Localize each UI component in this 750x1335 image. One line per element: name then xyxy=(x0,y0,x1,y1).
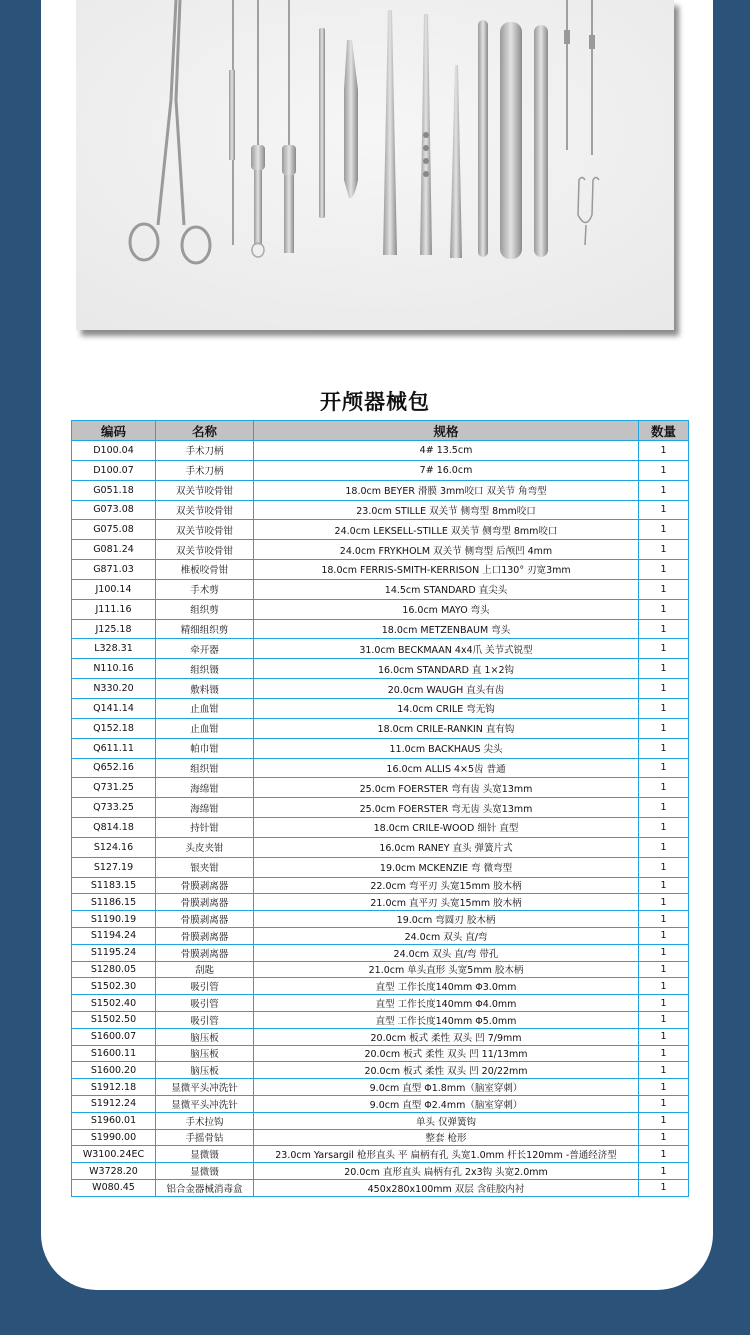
cell-name: 手术刀柄 xyxy=(156,441,254,461)
cell-code: S1912.18 xyxy=(72,1079,156,1096)
table-row xyxy=(72,837,689,857)
cell-name: 手摇骨钻 xyxy=(156,1129,254,1146)
cell-name: 铝合金器械消毒盒 xyxy=(156,1179,254,1196)
cell-qty: 1 xyxy=(639,738,689,758)
table-row xyxy=(72,944,689,961)
cell-code: S1190.19 xyxy=(72,911,156,928)
cell-code: J111.16 xyxy=(72,599,156,619)
cell-spec: 450x280x100mm 双层 含硅胶内衬 xyxy=(254,1179,639,1196)
table-row xyxy=(72,718,689,738)
table-row xyxy=(72,441,689,461)
cell-spec: 直型 工作长度140mm Φ3.0mm xyxy=(254,978,639,995)
cell-qty: 1 xyxy=(639,560,689,580)
cell-qty: 1 xyxy=(639,1179,689,1196)
cell-spec: 18.0cm FERRIS-SMITH-KERRISON 上口130° 刃宽3mm xyxy=(254,560,639,580)
cell-code: S1502.40 xyxy=(72,995,156,1012)
cell-code: G051.18 xyxy=(72,480,156,500)
instruments-photo xyxy=(76,0,674,330)
cell-name: 显微平头冲洗针 xyxy=(156,1079,254,1096)
cell-code: Q731.25 xyxy=(72,778,156,798)
cell-spec: 21.0cm 直平刃 头宽15mm 胶木柄 xyxy=(254,894,639,911)
cell-spec: 24.0cm LEKSELL-STILLE 双关节 侧弯型 8mm咬口 xyxy=(254,520,639,540)
cell-qty: 1 xyxy=(639,758,689,778)
table-row xyxy=(72,679,689,699)
table-header-row xyxy=(72,421,689,441)
page-title: 开颅器械包 xyxy=(320,390,430,414)
cell-code: S1186.15 xyxy=(72,894,156,911)
cell-name: 骨膜剥离器 xyxy=(156,894,254,911)
cell-code: W080.45 xyxy=(72,1179,156,1196)
table-row xyxy=(72,619,689,639)
cell-qty: 1 xyxy=(639,480,689,500)
table-row xyxy=(72,698,689,718)
cell-spec: 19.0cm MCKENZIE 弯 微弯型 xyxy=(254,857,639,877)
cell-qty: 1 xyxy=(639,1062,689,1079)
cell-name: 双关节咬骨钳 xyxy=(156,520,254,540)
cell-code: Q611.11 xyxy=(72,738,156,758)
cell-spec: 22.0cm 弯平刃 头宽15mm 胶木柄 xyxy=(254,877,639,894)
cell-name: 刮匙 xyxy=(156,961,254,978)
cell-spec: 18.0cm METZENBAUM 弯头 xyxy=(254,619,639,639)
header-name: 名称 xyxy=(156,421,254,441)
table-row xyxy=(72,639,689,659)
cell-name: 组织钳 xyxy=(156,758,254,778)
table-row xyxy=(72,1163,689,1180)
cell-spec: 7# 16.0cm xyxy=(254,460,639,480)
table-row xyxy=(72,1129,689,1146)
cell-code: Q152.18 xyxy=(72,718,156,738)
cell-spec: 18.0cm BEYER 滑膜 3mm咬口 双关节 角弯型 xyxy=(254,480,639,500)
cell-spec: 4# 13.5cm xyxy=(254,441,639,461)
cell-name: 显微镊 xyxy=(156,1146,254,1163)
cell-qty: 1 xyxy=(639,1011,689,1028)
cell-name: 牵开器 xyxy=(156,639,254,659)
cell-qty: 1 xyxy=(639,961,689,978)
cell-spec: 23.0cm STILLE 双关节 侧弯型 8mm咬口 xyxy=(254,500,639,520)
cell-qty: 1 xyxy=(639,1112,689,1129)
table-row xyxy=(72,1079,689,1096)
cell-name: 持针钳 xyxy=(156,818,254,838)
cell-code: J100.14 xyxy=(72,579,156,599)
cell-spec: 24.0cm FRYKHOLM 双关节 侧弯型 后颅凹 4mm xyxy=(254,540,639,560)
cell-name: 骨膜剥离器 xyxy=(156,944,254,961)
table-row xyxy=(72,978,689,995)
cell-name: 吸引管 xyxy=(156,1011,254,1028)
cell-name: 双关节咬骨钳 xyxy=(156,540,254,560)
cell-code: Q814.18 xyxy=(72,818,156,838)
table-row xyxy=(72,995,689,1012)
cell-code: G081.24 xyxy=(72,540,156,560)
cell-code: Q652.16 xyxy=(72,758,156,778)
cell-name: 止血钳 xyxy=(156,718,254,738)
cell-name: 双关节咬骨钳 xyxy=(156,500,254,520)
cell-name: 头皮夹钳 xyxy=(156,837,254,857)
cell-spec: 16.0cm MAYO 弯头 xyxy=(254,599,639,619)
cell-code: S1183.15 xyxy=(72,877,156,894)
table-row xyxy=(72,798,689,818)
table-row xyxy=(72,1146,689,1163)
cell-qty: 1 xyxy=(639,460,689,480)
cell-name: 脑压板 xyxy=(156,1028,254,1045)
table-row xyxy=(72,480,689,500)
cell-spec: 24.0cm 双头 直/弯 xyxy=(254,927,639,944)
cell-code: S1502.30 xyxy=(72,978,156,995)
cell-spec: 21.0cm 单头直形 头宽5mm 胶木柄 xyxy=(254,961,639,978)
cell-spec: 14.0cm CRILE 弯无钩 xyxy=(254,698,639,718)
cell-code: N110.16 xyxy=(72,659,156,679)
cell-spec: 24.0cm 双头 直/弯 带孔 xyxy=(254,944,639,961)
table-row xyxy=(72,961,689,978)
cell-name: 组织镊 xyxy=(156,659,254,679)
table-row xyxy=(72,460,689,480)
cell-code: S1600.07 xyxy=(72,1028,156,1045)
table-row xyxy=(72,857,689,877)
cell-spec: 单头 仅弹簧钩 xyxy=(254,1112,639,1129)
cell-qty: 1 xyxy=(639,639,689,659)
cell-code: D100.04 xyxy=(72,441,156,461)
cell-qty: 1 xyxy=(639,857,689,877)
header-code: 编码 xyxy=(72,421,156,441)
cell-spec: 9.0cm 直型 Φ1.8mm（脑室穿刺） xyxy=(254,1079,639,1096)
cell-name: 手术刀柄 xyxy=(156,460,254,480)
cell-spec: 16.0cm STANDARD 直 1×2钩 xyxy=(254,659,639,679)
cell-qty: 1 xyxy=(639,995,689,1012)
cell-code: N330.20 xyxy=(72,679,156,699)
table-row xyxy=(72,758,689,778)
cell-name: 椎板咬骨钳 xyxy=(156,560,254,580)
cell-spec: 16.0cm RANEY 直头 弹簧片式 xyxy=(254,837,639,857)
table-row xyxy=(72,738,689,758)
cell-code: S1195.24 xyxy=(72,944,156,961)
cell-name: 显微平头冲洗针 xyxy=(156,1095,254,1112)
cell-qty: 1 xyxy=(639,520,689,540)
table-body xyxy=(72,441,689,1197)
cell-spec: 14.5cm STANDARD 直尖头 xyxy=(254,579,639,599)
cell-spec: 9.0cm 直型 Φ2.4mm（脑室穿刺） xyxy=(254,1095,639,1112)
cell-code: S1280.05 xyxy=(72,961,156,978)
cell-name: 组织剪 xyxy=(156,599,254,619)
cell-code: S1600.11 xyxy=(72,1045,156,1062)
cell-name: 双关节咬骨钳 xyxy=(156,480,254,500)
cell-qty: 1 xyxy=(639,944,689,961)
cell-spec: 18.0cm CRILE-RANKIN 直有钩 xyxy=(254,718,639,738)
cell-name: 脑压板 xyxy=(156,1062,254,1079)
cell-code: W3728.20 xyxy=(72,1163,156,1180)
cell-qty: 1 xyxy=(639,877,689,894)
cell-qty: 1 xyxy=(639,1079,689,1096)
cell-qty: 1 xyxy=(639,1028,689,1045)
cell-qty: 1 xyxy=(639,1095,689,1112)
cell-spec: 16.0cm ALLIS 4×5齿 普通 xyxy=(254,758,639,778)
cell-spec: 25.0cm FOERSTER 弯无齿 头宽13mm xyxy=(254,798,639,818)
cell-code: Q141.14 xyxy=(72,698,156,718)
cell-spec: 直型 工作长度140mm Φ5.0mm xyxy=(254,1011,639,1028)
cell-qty: 1 xyxy=(639,679,689,699)
table-row xyxy=(72,877,689,894)
cell-qty: 1 xyxy=(639,1146,689,1163)
cell-code: Q733.25 xyxy=(72,798,156,818)
table-row xyxy=(72,1028,689,1045)
table-row xyxy=(72,540,689,560)
cell-qty: 1 xyxy=(639,619,689,639)
table-row xyxy=(72,1062,689,1079)
cell-qty: 1 xyxy=(639,837,689,857)
cell-qty: 1 xyxy=(639,778,689,798)
cell-code: D100.07 xyxy=(72,460,156,480)
cell-code: S1960.01 xyxy=(72,1112,156,1129)
cell-name: 骨膜剥离器 xyxy=(156,927,254,944)
instrument-spec-table xyxy=(71,420,689,1197)
cell-qty: 1 xyxy=(639,579,689,599)
cell-code: S1990.00 xyxy=(72,1129,156,1146)
cell-name: 帕巾钳 xyxy=(156,738,254,758)
table-row xyxy=(72,894,689,911)
cell-code: J125.18 xyxy=(72,619,156,639)
cell-code: S1502.50 xyxy=(72,1011,156,1028)
cell-code: G073.08 xyxy=(72,500,156,520)
cell-name: 敷料镊 xyxy=(156,679,254,699)
table-row xyxy=(72,599,689,619)
table-row xyxy=(72,579,689,599)
cell-qty: 1 xyxy=(639,978,689,995)
cell-qty: 1 xyxy=(639,1045,689,1062)
cell-name: 显微镊 xyxy=(156,1163,254,1180)
cell-name: 海绵钳 xyxy=(156,798,254,818)
cell-qty: 1 xyxy=(639,540,689,560)
cell-qty: 1 xyxy=(639,894,689,911)
cell-name: 银夹钳 xyxy=(156,857,254,877)
cell-spec: 20.0cm WAUGH 直头有齿 xyxy=(254,679,639,699)
cell-spec: 20.0cm 直形直头 扁柄有孔 2x3钩 头宽2.0mm xyxy=(254,1163,639,1180)
cell-spec: 18.0cm CRILE-WOOD 细针 直型 xyxy=(254,818,639,838)
table-row xyxy=(72,1011,689,1028)
cell-qty: 1 xyxy=(639,1163,689,1180)
cell-qty: 1 xyxy=(639,698,689,718)
cell-name: 骨膜剥离器 xyxy=(156,877,254,894)
table-row xyxy=(72,1045,689,1062)
cell-name: 海绵钳 xyxy=(156,778,254,798)
cell-spec: 31.0cm BECKMAAN 4x4爪 关节式锐型 xyxy=(254,639,639,659)
cell-qty: 1 xyxy=(639,1129,689,1146)
cell-qty: 1 xyxy=(639,818,689,838)
table-row xyxy=(72,1179,689,1196)
table-row xyxy=(72,659,689,679)
cell-qty: 1 xyxy=(639,659,689,679)
cell-qty: 1 xyxy=(639,911,689,928)
cell-qty: 1 xyxy=(639,500,689,520)
table-row xyxy=(72,500,689,520)
cell-spec: 25.0cm FOERSTER 弯有齿 头宽13mm xyxy=(254,778,639,798)
cell-code: L328.31 xyxy=(72,639,156,659)
cell-code: S124.16 xyxy=(72,837,156,857)
cell-code: G871.03 xyxy=(72,560,156,580)
table-row xyxy=(72,927,689,944)
cell-name: 手术拉钩 xyxy=(156,1112,254,1129)
cell-qty: 1 xyxy=(639,441,689,461)
cell-spec: 20.0cm 板式 柔性 双头 凹 11/13mm xyxy=(254,1045,639,1062)
cell-qty: 1 xyxy=(639,798,689,818)
cell-qty: 1 xyxy=(639,718,689,738)
cell-spec: 整套 枪形 xyxy=(254,1129,639,1146)
cell-qty: 1 xyxy=(639,599,689,619)
table-row xyxy=(72,818,689,838)
cell-code: G075.08 xyxy=(72,520,156,540)
header-qty: 数量 xyxy=(639,421,689,441)
cell-code: S127.19 xyxy=(72,857,156,877)
cell-name: 骨膜剥离器 xyxy=(156,911,254,928)
cell-spec: 11.0cm BACKHAUS 尖头 xyxy=(254,738,639,758)
cell-name: 吸引管 xyxy=(156,978,254,995)
header-spec: 规格 xyxy=(254,421,639,441)
surgical-instruments-illustration xyxy=(76,0,674,330)
cell-name: 吸引管 xyxy=(156,995,254,1012)
table-row xyxy=(72,520,689,540)
cell-spec: 20.0cm 板式 柔性 双头 凹 7/9mm xyxy=(254,1028,639,1045)
cell-name: 精细组织剪 xyxy=(156,619,254,639)
cell-name: 脑压板 xyxy=(156,1045,254,1062)
table-row xyxy=(72,560,689,580)
table-row xyxy=(72,911,689,928)
cell-code: S1600.20 xyxy=(72,1062,156,1079)
cell-name: 手术剪 xyxy=(156,579,254,599)
cell-code: S1194.24 xyxy=(72,927,156,944)
table-row xyxy=(72,1095,689,1112)
cell-spec: 直型 工作长度140mm Φ4.0mm xyxy=(254,995,639,1012)
table-row xyxy=(72,778,689,798)
cell-code: S1912.24 xyxy=(72,1095,156,1112)
cell-qty: 1 xyxy=(639,927,689,944)
cell-spec: 20.0cm 板式 柔性 双头 凹 20/22mm xyxy=(254,1062,639,1079)
cell-spec: 23.0cm Yarsargil 枪形直头 平 扁柄有孔 头宽1.0mm 杆长120mm -普通经济型 xyxy=(254,1146,639,1163)
cell-spec: 19.0cm 弯圆刃 胶木柄 xyxy=(254,911,639,928)
table-row xyxy=(72,1112,689,1129)
cell-code: W3100.24EC xyxy=(72,1146,156,1163)
cell-name: 止血钳 xyxy=(156,698,254,718)
